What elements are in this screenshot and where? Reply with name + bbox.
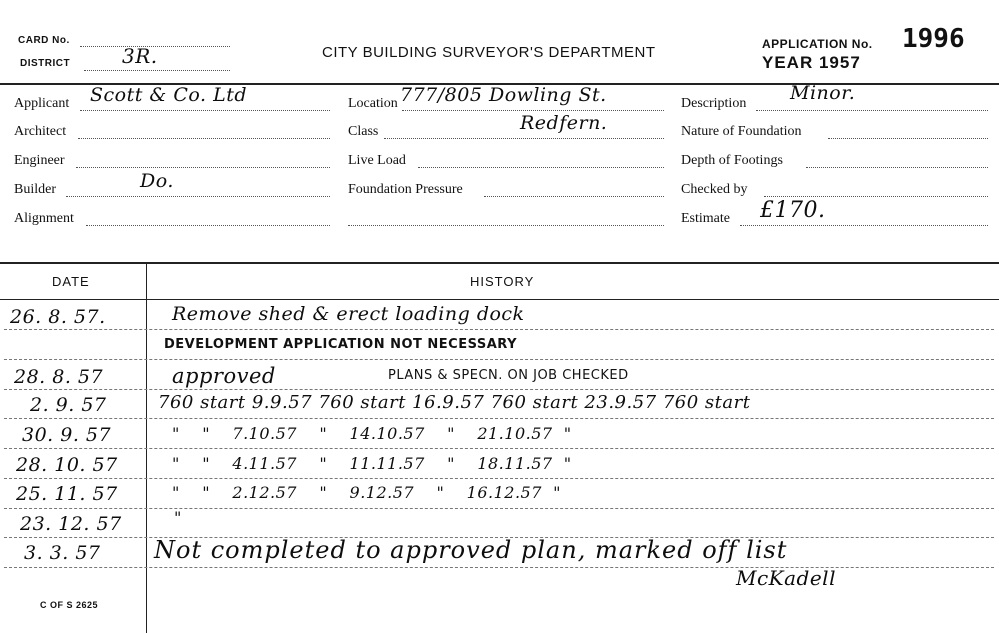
application-label: APPLICATION No. [762,37,873,51]
year-label: YEAR 1957 [762,53,861,72]
checked-line [764,196,988,197]
row-line [4,359,994,360]
row-date: 2. 9. 57 [30,394,107,416]
applicant-label: Applicant [14,96,70,111]
depth-line [806,167,988,168]
row-history-stamp: DEVELOPMENT APPLICATION NOT NECESSARY [164,337,518,352]
description-value: Minor. [790,82,856,104]
department-title: CITY BUILDING SURVEYOR'S DEPARTMENT [322,44,656,61]
description-label: Description [681,96,747,111]
row-line [4,508,994,509]
row-date: 28. 10. 57 [16,454,118,476]
estimate-line [740,225,988,226]
foundation-pressure-label: Foundation Pressure [348,182,463,197]
row-signature: McKadell [736,566,836,590]
table-header-border [0,299,999,300]
row-history: " " 4.11.57 " 11.11.57 " 18.11.57 " [172,454,572,473]
builder-label: Builder [14,182,56,197]
class-label: Class [348,124,379,139]
row-history: approved [172,364,276,388]
row-date: 23. 12. 57 [20,513,122,535]
row-history: Not completed to approved plan, marked off list [154,536,788,564]
description-line [756,110,988,111]
nature-of-foundation-label: Nature of Foundation [681,124,802,139]
applicant-value: Scott & Co. Ltd [90,84,247,106]
row-date: 3. 3. 57 [24,542,101,564]
row-date: 25. 11. 57 [16,483,118,505]
row-line [4,329,994,330]
district-value: 3R. [122,44,158,68]
foundation-pressure-line [484,196,664,197]
row-line [4,478,994,479]
alignment-label: Alignment [14,211,74,226]
row-line [4,448,994,449]
row-history: " " 7.10.57 " 14.10.57 " 21.10.57 " [172,424,572,443]
row-line [4,389,994,390]
form-code: C OF S 2625 [40,600,99,610]
estimate-label: Estimate [681,211,730,226]
engineer-line [76,167,330,168]
applicant-line [80,110,330,111]
alignment-line [86,225,330,226]
location-line [402,110,664,111]
row-history: 760 start 9.9.57 760 start 16.9.57 760 start 23.9.57 760 start [158,392,751,413]
builder-line [66,196,330,197]
application-number: 1996 [902,24,965,54]
row-date: 26. 8. 57. [10,306,106,328]
architect-label: Architect [14,124,67,139]
district-line [84,70,230,71]
row-history: " " 2.12.57 " 9.12.57 " 16.12.57 " [172,483,561,502]
class-line [384,138,664,139]
row-stamp: PLANS & SPECN. ON JOB CHECKED [388,368,629,383]
location-value: 777/805 Dowling St. [400,84,607,106]
middle-blank-line [348,225,664,226]
row-history: " [174,508,182,527]
estimate-value: £170. [760,198,826,223]
builder-value: Do. [140,170,174,192]
checked-by-label: Checked by [681,182,748,197]
table-top-border [0,262,999,264]
card-no-label: CARD No. [18,35,70,46]
location-value-2: Redfern. [520,112,608,134]
row-line [4,567,994,568]
row-history: Remove shed & erect loading dock [172,303,525,325]
row-line [4,418,994,419]
history-column-header: HISTORY [470,274,535,289]
nature-line [828,138,988,139]
architect-line [78,138,330,139]
row-date: 28. 8. 57 [14,366,104,388]
live-load-line [418,167,664,168]
engineer-label: Engineer [14,153,65,168]
row-date: 30. 9. 57 [22,424,112,446]
live-load-label: Live Load [348,153,406,168]
depth-of-footings-label: Depth of Footings [681,153,783,168]
date-column-header: DATE [52,274,90,289]
district-label: DISTRICT [20,58,71,69]
location-label: Location [348,96,398,111]
